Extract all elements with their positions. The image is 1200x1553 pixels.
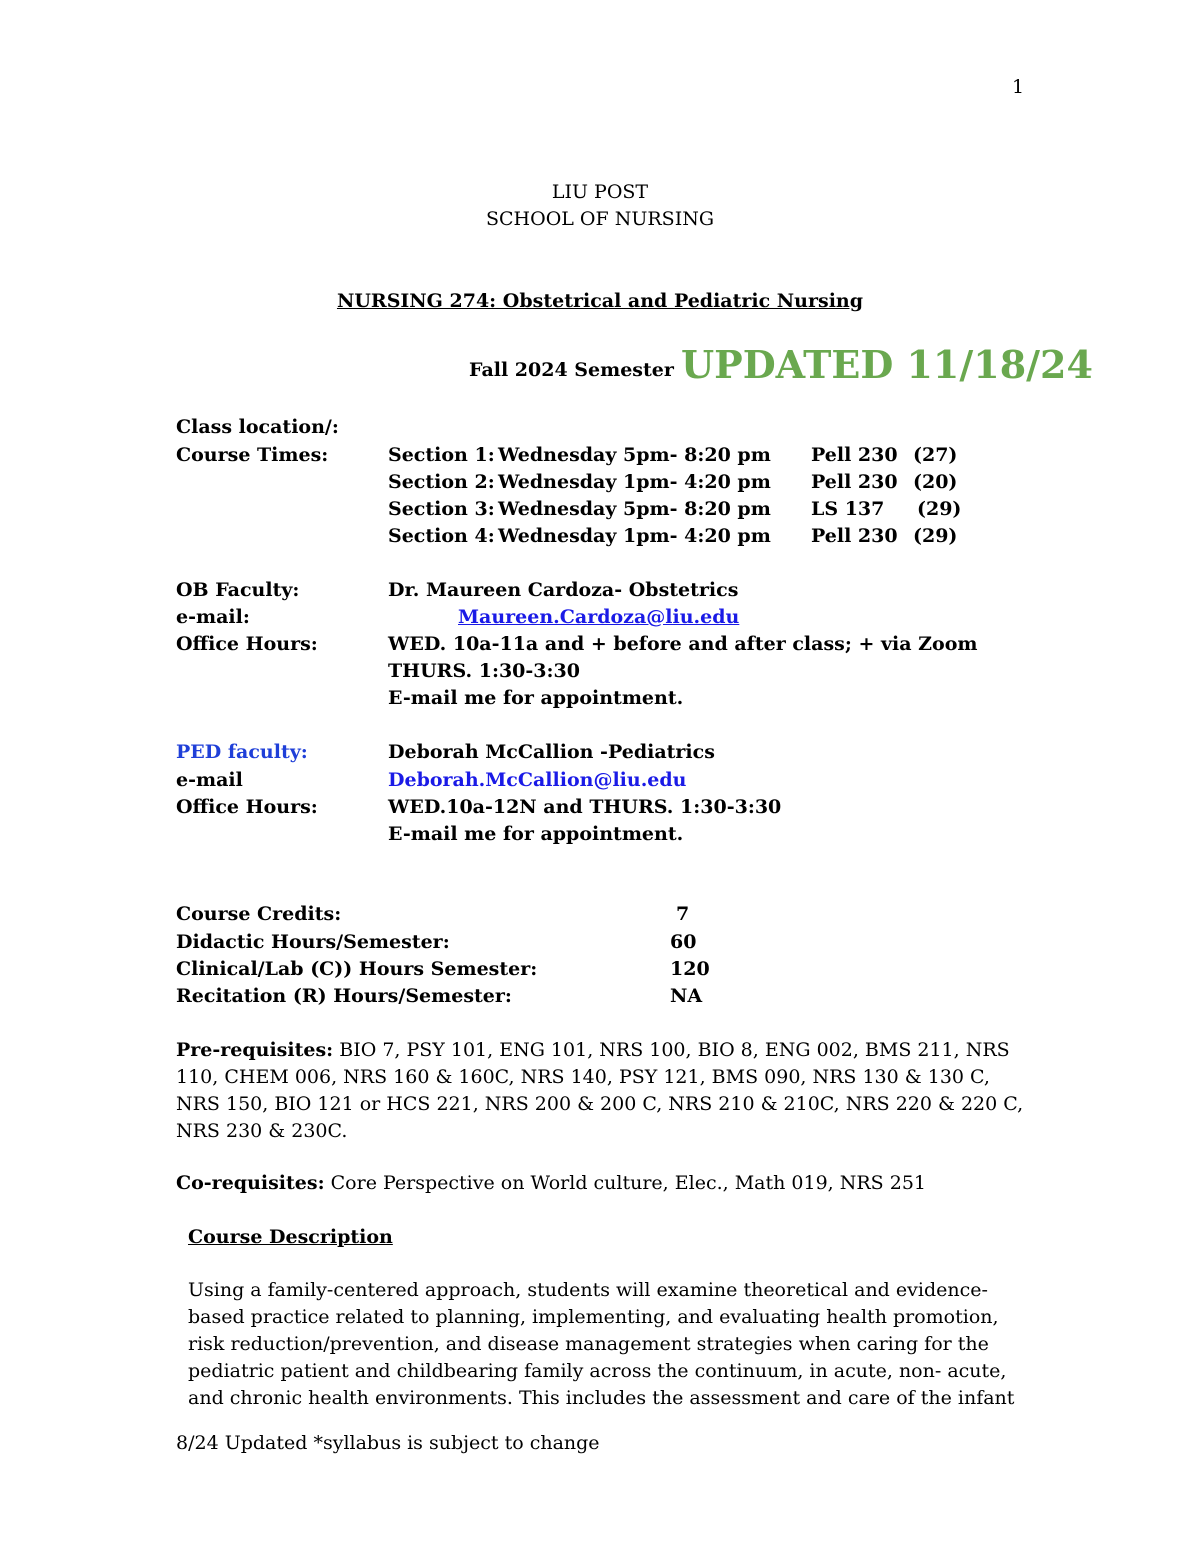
credit-label: Clinical/Lab (C)) Hours Semester:	[176, 958, 538, 980]
ob-email-link[interactable]: Maureen.Cardoza@liu.edu	[458, 606, 740, 628]
course-times-label: Course Times:	[176, 444, 329, 466]
section-label: Section 1:	[388, 444, 495, 466]
class-location-label: Class location/:	[176, 416, 339, 438]
section-label: Section 4:	[388, 525, 495, 547]
prerequisites-label: Pre-requisites:	[176, 1039, 334, 1061]
description-line: and chronic health environments. This includes the assessment and care of the infant	[188, 1387, 1015, 1409]
corequisites-text: Core Perspective on World culture, Elec., Math 019, NRS 251	[330, 1172, 926, 1194]
page-number: 1	[1012, 76, 1025, 98]
page-footer: 8/24 Updated *syllabus is subject to change	[176, 1432, 600, 1454]
updated-stamp: UPDATED 11/18/24	[681, 342, 1093, 387]
course-title: NURSING 274: Obstetrical and Pediatric Nursing	[336, 290, 864, 312]
ped-office-hours-line: E-mail me for appointment.	[388, 823, 684, 845]
ob-faculty-name: Dr. Maureen Cardoza- Obstetrics	[388, 579, 739, 601]
ob-email-label: e-mail:	[176, 606, 250, 628]
course-description-heading: Course Description	[188, 1226, 393, 1248]
section-time: Wednesday 5pm- 8:20 pm	[498, 444, 771, 466]
description-line: Using a family-centered approach, students will examine theoretical and evidence-	[188, 1279, 988, 1301]
section-label: Section 2:	[388, 471, 495, 493]
section-count: (20)	[913, 471, 958, 493]
ped-email-label: e-mail	[176, 769, 243, 791]
ob-office-hours-line: THURS. 1:30-3:30	[388, 660, 580, 682]
corequisites	[176, 1170, 1036, 1197]
ped-faculty-name: Deborah McCallion -Pediatrics	[388, 741, 715, 763]
ped-office-hours-line: WED.10a-12N and THURS. 1:30-3:30	[388, 796, 782, 818]
description-line: risk reduction/prevention, and disease management strategies when caring for the	[188, 1333, 989, 1355]
description-line: pediatric patient and childbearing family across the continuum, in acute, non- acute,	[188, 1360, 1007, 1382]
credit-label: Didactic Hours/Semester:	[176, 931, 450, 953]
section-room: LS 137	[811, 498, 885, 520]
corequisites-label: Co-requisites:	[176, 1172, 325, 1194]
credit-label: Course Credits:	[176, 903, 342, 925]
credit-value: 7	[676, 903, 690, 925]
section-time: Wednesday 5pm- 8:20 pm	[498, 498, 771, 520]
semester-label: Fall 2024 Semester	[469, 359, 674, 381]
credit-value: 60	[670, 931, 697, 953]
credit-label: Recitation (R) Hours/Semester:	[176, 985, 512, 1007]
credit-value: 120	[670, 958, 710, 980]
ped-email-link[interactable]: Deborah.McCallion@liu.edu	[388, 769, 687, 791]
section-time: Wednesday 1pm- 4:20 pm	[498, 471, 771, 493]
ped-faculty-label: PED faculty:	[176, 741, 308, 763]
course-description-body	[188, 1277, 1015, 1412]
section-count: (27)	[913, 444, 958, 466]
ob-faculty-label: OB Faculty:	[176, 579, 300, 601]
section-room: Pell 230	[811, 471, 898, 493]
ob-office-hours-line: WED. 10a-11a and + before and after class; + via Zoom	[388, 633, 978, 655]
ob-office-hours-label: Office Hours:	[176, 633, 318, 655]
institution-name: LIU POST	[551, 181, 649, 203]
credit-value: NA	[670, 985, 703, 1007]
prerequisites	[176, 1037, 1036, 1145]
description-line: based practice related to planning, implementing, and evaluating health promotion,	[188, 1306, 999, 1328]
section-count: (29)	[913, 525, 958, 547]
ped-office-hours-label: Office Hours:	[176, 796, 318, 818]
school-name: SCHOOL OF NURSING	[486, 208, 714, 230]
prerequisites-text: BIO 7, PSY 101, ENG 101, NRS 100, BIO 8, ENG 002, BMS 211, NRS 110, CHEM 006, NRS 160 & 160C, NRS 140, PSY 121, BMS 090, NRS 130 & 130 C, NRS 150, BIO 121 or HCS 221, NRS 200 & 200 C, NRS 210 & 210C, NRS 220 & 220 C, NRS 230 & 230C.	[176, 1039, 1024, 1142]
section-time: Wednesday 1pm- 4:20 pm	[498, 525, 771, 547]
section-room: Pell 230	[811, 444, 898, 466]
section-room: Pell 230	[811, 525, 898, 547]
section-label: Section 3:	[388, 498, 495, 520]
ob-office-hours-line: E-mail me for appointment.	[388, 687, 684, 709]
section-count: (29)	[917, 498, 962, 520]
